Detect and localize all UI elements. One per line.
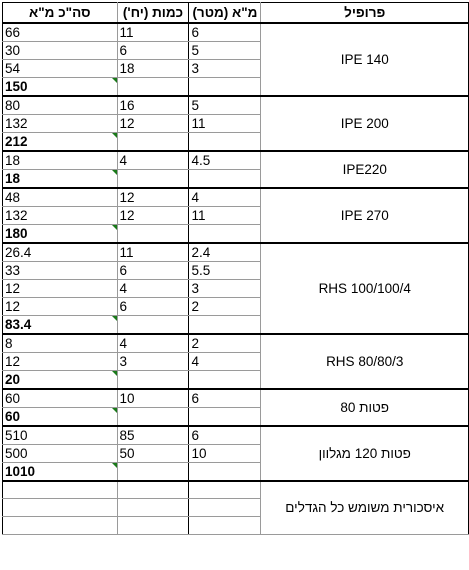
quantity-cell[interactable]	[117, 517, 189, 535]
empty-cell[interactable]	[189, 315, 261, 334]
total-length-cell[interactable]	[3, 499, 118, 517]
length-cell[interactable]: 11	[189, 114, 261, 132]
table-row	[3, 481, 469, 499]
quantity-cell[interactable]: 12	[117, 188, 189, 207]
length-cell[interactable]: 3	[189, 59, 261, 77]
header-length[interactable]: מ"א (מטר)	[189, 3, 261, 23]
total-length-cell[interactable]: 8	[3, 334, 118, 353]
quantity-cell[interactable]: 10	[117, 389, 189, 408]
length-cell[interactable]: 6	[189, 426, 261, 445]
total-length-cell[interactable]: 26.4	[3, 243, 118, 262]
profile-cell[interactable]: IPE 200	[261, 96, 469, 151]
table-row	[3, 389, 469, 408]
subtotal-cell[interactable]: 60	[3, 407, 118, 426]
table-row	[3, 243, 469, 262]
quantity-cell[interactable]: 6	[117, 297, 189, 315]
length-cell[interactable]: 3	[189, 279, 261, 297]
profile-cell[interactable]: IPE 140	[261, 23, 469, 96]
empty-cell[interactable]	[189, 169, 261, 188]
total-length-cell[interactable]: 132	[3, 114, 118, 132]
quantity-cell[interactable]: 11	[117, 23, 189, 42]
empty-cell[interactable]	[117, 77, 189, 96]
quantity-cell[interactable]: 12	[117, 114, 189, 132]
length-cell[interactable]: 2	[189, 297, 261, 315]
total-length-cell[interactable]: 48	[3, 188, 118, 207]
quantity-cell[interactable]: 16	[117, 96, 189, 115]
profile-cell[interactable]: IPE220	[261, 151, 469, 188]
total-length-cell[interactable]: 33	[3, 261, 118, 279]
length-cell[interactable]: 4.5	[189, 151, 261, 170]
quantity-cell[interactable]	[117, 499, 189, 517]
empty-cell[interactable]	[117, 462, 189, 481]
total-length-cell[interactable]: 12	[3, 352, 118, 370]
total-length-cell[interactable]: 60	[3, 389, 118, 408]
length-cell[interactable]: 4	[189, 188, 261, 207]
quantity-cell[interactable]	[117, 481, 189, 499]
empty-cell[interactable]	[189, 224, 261, 243]
total-length-cell[interactable]: 66	[3, 23, 118, 42]
empty-cell[interactable]	[117, 370, 189, 389]
quantity-cell[interactable]: 85	[117, 426, 189, 445]
subtotal-cell[interactable]: 180	[3, 224, 118, 243]
empty-cell[interactable]	[189, 462, 261, 481]
header-row	[3, 3, 469, 23]
length-cell[interactable]: 6	[189, 389, 261, 408]
profile-cell[interactable]: RHS 100/100/4	[261, 243, 469, 334]
quantity-cell[interactable]: 50	[117, 444, 189, 462]
length-cell[interactable]	[189, 481, 261, 499]
length-cell[interactable]: 10	[189, 444, 261, 462]
total-length-cell[interactable]	[3, 517, 118, 535]
table-row	[3, 188, 469, 207]
empty-cell[interactable]	[117, 132, 189, 151]
quantity-cell[interactable]: 3	[117, 352, 189, 370]
total-length-cell[interactable]: 30	[3, 41, 118, 59]
subtotal-cell[interactable]: 18	[3, 169, 118, 188]
quantity-cell[interactable]: 6	[117, 41, 189, 59]
empty-cell[interactable]	[117, 315, 189, 334]
quantity-cell[interactable]: 4	[117, 334, 189, 353]
table-row	[3, 426, 469, 445]
profile-cell[interactable]: איסכורית משומש כל הגדלים	[261, 481, 469, 535]
length-cell[interactable]	[189, 499, 261, 517]
header-quantity[interactable]: כמות (יח')	[117, 3, 189, 23]
length-cell[interactable]: 4	[189, 352, 261, 370]
quantity-cell[interactable]: 4	[117, 151, 189, 170]
profile-cell[interactable]: פטות 120 מגלוון	[261, 426, 469, 481]
empty-cell[interactable]	[117, 169, 189, 188]
subtotal-cell[interactable]: 1010	[3, 462, 118, 481]
table-row	[3, 151, 469, 170]
quantity-cell[interactable]: 18	[117, 59, 189, 77]
profile-cell[interactable]: IPE 270	[261, 188, 469, 243]
empty-cell[interactable]	[117, 407, 189, 426]
subtotal-cell[interactable]: 83.4	[3, 315, 118, 334]
subtotal-cell[interactable]: 20	[3, 370, 118, 389]
total-length-cell[interactable]: 500	[3, 444, 118, 462]
total-length-cell[interactable]: 12	[3, 279, 118, 297]
table-row	[3, 23, 469, 42]
profiles-table	[2, 2, 469, 535]
quantity-cell[interactable]: 4	[117, 279, 189, 297]
subtotal-cell[interactable]: 150	[3, 77, 118, 96]
quantity-cell[interactable]: 6	[117, 261, 189, 279]
length-cell[interactable]	[189, 517, 261, 535]
empty-cell[interactable]	[189, 132, 261, 151]
profile-cell[interactable]: RHS 80/80/3	[261, 334, 469, 389]
length-cell[interactable]: 2.4	[189, 243, 261, 262]
table-row	[3, 334, 469, 353]
header-profile[interactable]: פרופיל	[261, 3, 469, 23]
total-length-cell[interactable]: 510	[3, 426, 118, 445]
length-cell[interactable]: 5.5	[189, 261, 261, 279]
length-cell[interactable]: 2	[189, 334, 261, 353]
profiles-table-body	[3, 3, 469, 535]
subtotal-cell[interactable]: 212	[3, 132, 118, 151]
total-length-cell[interactable]: 80	[3, 96, 118, 115]
empty-cell[interactable]	[189, 370, 261, 389]
length-cell[interactable]: 5	[189, 41, 261, 59]
header-total-length[interactable]: סה"כ מ"א	[3, 3, 118, 23]
empty-cell[interactable]	[189, 77, 261, 96]
table-row	[3, 96, 469, 115]
empty-cell[interactable]	[117, 224, 189, 243]
total-length-cell[interactable]	[3, 481, 118, 499]
length-cell[interactable]: 5	[189, 96, 261, 115]
profile-cell[interactable]: פטות 80	[261, 389, 469, 426]
total-length-cell[interactable]: 18	[3, 151, 118, 170]
quantity-cell[interactable]: 11	[117, 243, 189, 262]
length-cell[interactable]: 6	[189, 23, 261, 42]
empty-cell[interactable]	[189, 407, 261, 426]
length-cell[interactable]: 11	[189, 206, 261, 224]
quantity-cell[interactable]: 12	[117, 206, 189, 224]
total-length-cell[interactable]: 12	[3, 297, 118, 315]
total-length-cell[interactable]: 132	[3, 206, 118, 224]
total-length-cell[interactable]: 54	[3, 59, 118, 77]
